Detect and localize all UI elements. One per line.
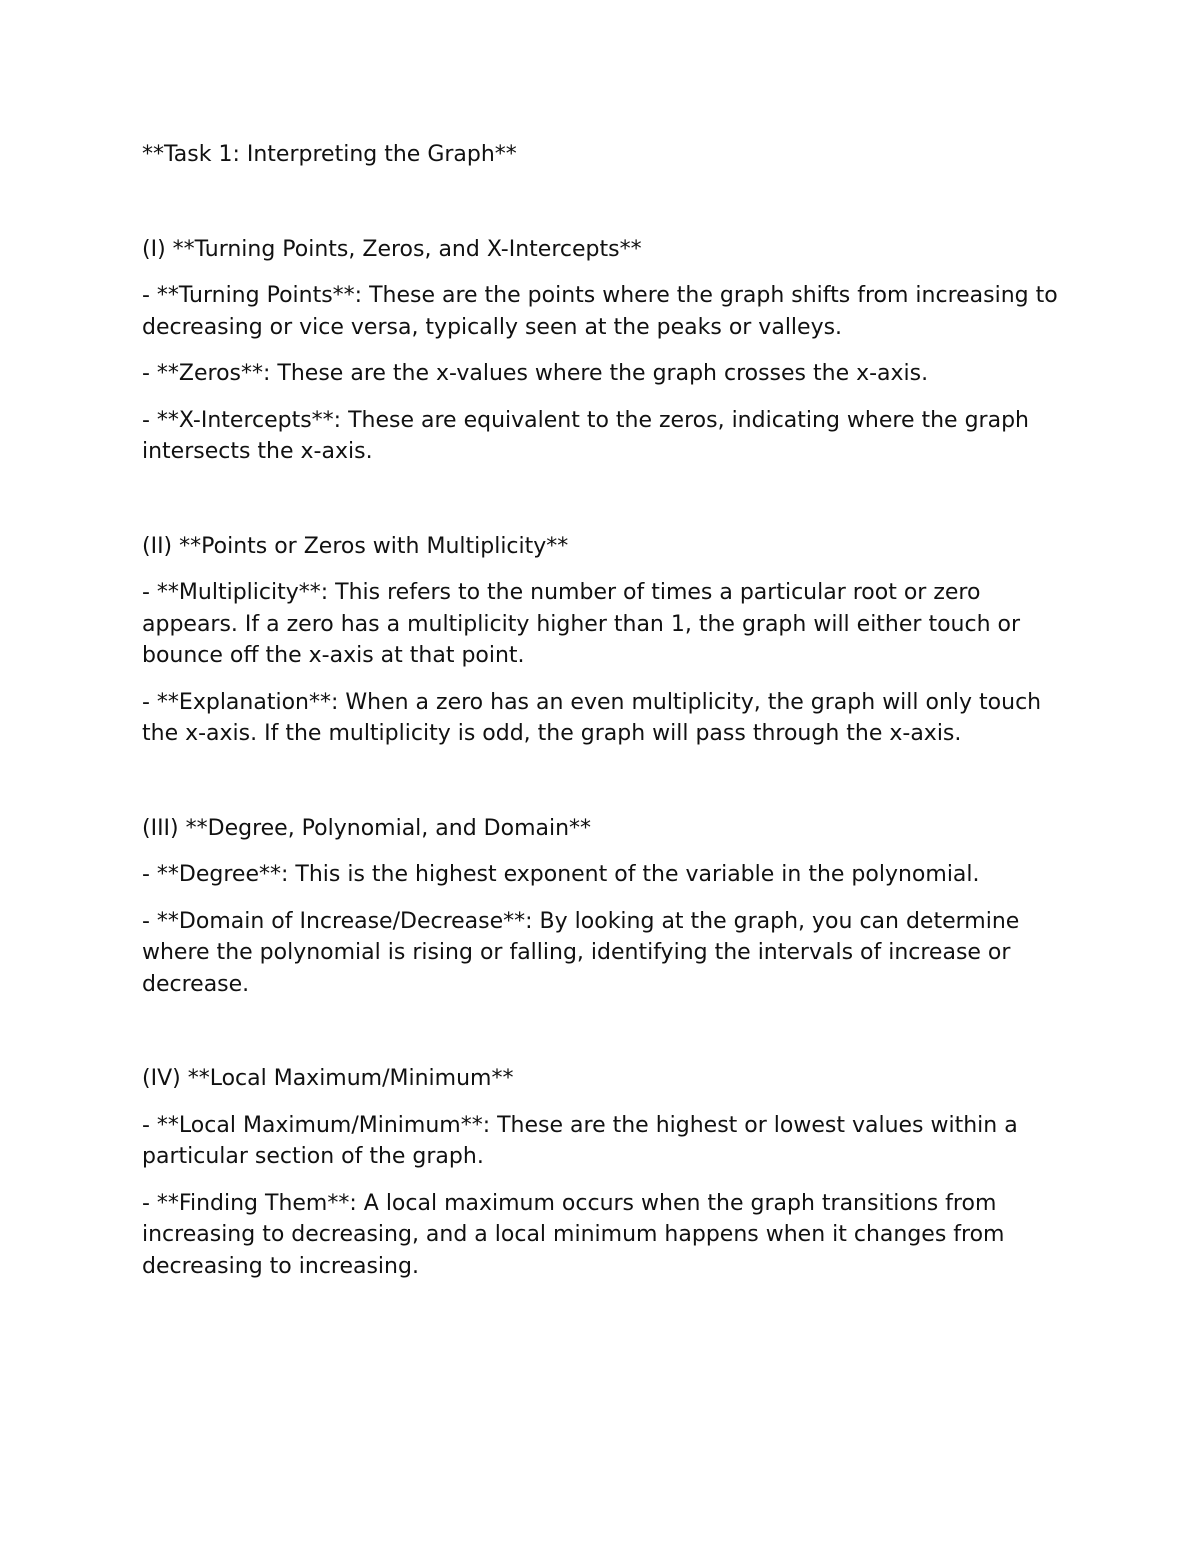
section-turning-points — [142, 234, 1067, 468]
section-degree-polynomial-domain — [142, 813, 1067, 1001]
section-heading: (I) **Turning Points, Zeros, and X-Intercepts** — [142, 236, 642, 262]
list-item: - **Finding Them**: A local maximum occurs when the graph transitions from increasing to decreasing, and a local minimum happens when it changes from decreasing to increasing. — [142, 1190, 1005, 1279]
section-heading: (II) **Points or Zeros with Multiplicity** — [142, 533, 569, 559]
list-item: - **Degree**: This is the highest exponent of the variable in the polynomial. — [142, 862, 980, 887]
list-item: - **Explanation**: When a zero has an even multiplicity, the graph will only touch the x-axis. If the multiplicity is odd, the graph will pass through the x-axis. — [142, 689, 1042, 746]
list-item: - **Turning Points**: These are the points where the graph shifts from increasing to decreasing or vice versa, typically seen at the peaks or valleys. — [142, 283, 1058, 340]
list-item: - **X-Intercepts**: These are equivalent to the zeros, indicating where the graph intersects the x-axis. — [142, 407, 1029, 464]
section-local-max-min — [142, 1063, 1067, 1282]
section-heading: (III) **Degree, Polynomial, and Domain** — [142, 815, 592, 841]
list-item: - **Domain of Increase/Decrease**: By looking at the graph, you can determine where the polynomial is rising or falling, identifying the intervals of increase or decrease. — [142, 908, 1020, 997]
document-title: **Task 1: Interpreting the Graph** — [142, 142, 517, 167]
section-multiplicity — [142, 531, 1067, 750]
document-body — [142, 139, 1067, 1345]
list-item: - **Local Maximum/Minimum**: These are the highest or lowest values within a particular section of the graph. — [142, 1112, 1018, 1169]
list-item: - **Multiplicity**: This refers to the number of times a particular root or zero appears. If a zero has a multiplicity higher than 1, the graph will either touch or bounce off the x-axis at that point. — [142, 580, 1021, 668]
list-item: - **Zeros**: These are the x-values where the graph crosses the x-axis. — [142, 361, 929, 386]
section-heading: (IV) **Local Maximum/Minimum** — [142, 1066, 514, 1091]
